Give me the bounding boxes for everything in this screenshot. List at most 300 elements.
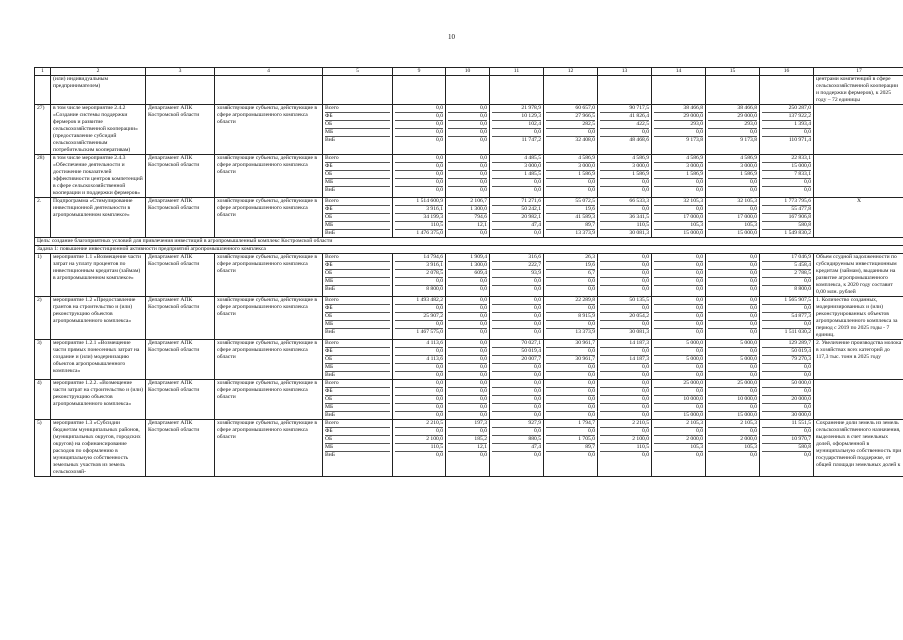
value: 110,5 <box>600 444 649 452</box>
value: 1 300,0 <box>448 262 487 270</box>
value: 25 000,0 <box>654 380 703 388</box>
value: 0,0 <box>804 372 811 378</box>
row-result: центрами компетенций в сфере сельскохозяйственной кооперации и поддержки фермеров), к 2025 году – 72 единицы <box>814 76 903 105</box>
value: 0,0 <box>588 187 595 193</box>
value: 1 511 030,2 <box>784 329 811 335</box>
empty-cell <box>446 76 490 105</box>
value-cell <box>706 420 760 477</box>
kind-label: ОБ <box>325 270 390 278</box>
value-cell <box>544 380 598 420</box>
value: 167 906,8 <box>762 214 811 222</box>
header-cell: 12 <box>544 68 598 76</box>
header-cell: 10 <box>446 68 490 76</box>
value: 0,0 <box>546 129 595 137</box>
value: 0,0 <box>546 278 595 286</box>
value: 9 173,8 <box>740 137 757 143</box>
value: 0,0 <box>546 321 595 329</box>
value: 2 105,3 <box>708 420 757 428</box>
value: 250 287,0 <box>762 105 811 113</box>
value: 6,7 <box>546 270 595 278</box>
kind-label: МБ <box>325 222 390 230</box>
value: 2 210,5 <box>395 420 443 428</box>
value: 1 476 375,0 <box>416 230 443 236</box>
value: 0,0 <box>448 105 487 113</box>
value-cell <box>760 380 814 420</box>
value: 0,0 <box>762 129 811 137</box>
value: 1 586,9 <box>546 171 595 179</box>
value: 0,0 <box>395 278 443 286</box>
row-kinds <box>323 155 393 198</box>
value-cell <box>760 198 814 238</box>
value: 0,0 <box>448 121 487 129</box>
value: 17 000,0 <box>654 214 703 222</box>
value: 0,0 <box>546 396 595 404</box>
row-name: в том числе мероприятие 2.4.2 «Создание системы поддержки фермеров и развитие сельскохозяйственной кооперации» (предоставление субсидий сельскохозяйственным потребительским кооперативам) <box>51 105 146 155</box>
value: 0,0 <box>436 452 443 458</box>
kind-label: МБ <box>325 444 390 452</box>
value: 0,0 <box>395 171 443 179</box>
value: 0,0 <box>534 452 541 458</box>
value: 0,0 <box>448 155 487 163</box>
kind-label: Всего <box>325 198 390 206</box>
empty-cell <box>146 76 215 105</box>
value: 4 586,9 <box>708 155 757 163</box>
value: 0,0 <box>696 187 703 193</box>
value: 129 289,7 <box>762 340 811 348</box>
value: 30 081,3 <box>629 230 649 236</box>
value-cell <box>490 420 544 477</box>
header-cell: 4 <box>215 68 323 76</box>
value-cell <box>760 105 814 155</box>
value: 0,0 <box>448 297 487 305</box>
value: 2 210,5 <box>600 420 649 428</box>
value-cell <box>706 254 760 297</box>
value: 0,0 <box>654 348 703 356</box>
task-row <box>35 246 903 254</box>
value: 0,0 <box>654 179 703 187</box>
row-result: Объем ссудной задолженности по субсидируемым инвестиционным кредитам (займам), выданным на развитие агропромышленного комплекса, к 2020 году составит 0,00 млн. рублей <box>814 254 903 297</box>
kind-label: МБ <box>325 404 390 412</box>
value: 0,0 <box>762 364 811 372</box>
value-cell <box>598 297 652 340</box>
value: 0,0 <box>600 270 649 278</box>
value: 0,0 <box>492 404 541 412</box>
value: 197,3 <box>448 420 487 428</box>
value: 0,0 <box>546 404 595 412</box>
value: 50 019,4 <box>762 348 811 356</box>
value-cell <box>393 155 446 198</box>
row-executor: Департамент АПК Костромской области <box>146 254 215 297</box>
row-name: мероприятие 1.2.1 «Возмещение части прямых понесенных затрат на создание и (или) модернизацию объектов агропромышленного комплекса» <box>51 340 146 380</box>
value: 19,6 <box>546 206 595 214</box>
value: 15 000,0 <box>683 412 703 418</box>
value-cell <box>652 420 706 477</box>
value: 0,0 <box>654 305 703 313</box>
value: 0,0 <box>750 286 757 292</box>
value-cell <box>446 420 490 477</box>
value: 0,0 <box>762 388 811 396</box>
value: 41 826,4 <box>600 113 649 121</box>
kind-label: ОБ <box>325 171 390 179</box>
row-result <box>814 105 903 155</box>
value: 1 549 830,2 <box>784 230 811 236</box>
value: 2 106,7 <box>448 198 487 206</box>
value: 4 485,5 <box>492 155 541 163</box>
value: 316,6 <box>492 254 541 262</box>
value: 0,0 <box>480 286 487 292</box>
value: 11 551,5 <box>762 420 811 428</box>
value: 1 393,4 <box>762 121 811 129</box>
table-row <box>35 420 903 477</box>
value: 0,0 <box>600 348 649 356</box>
value: 0,0 <box>654 321 703 329</box>
value: 20 982,1 <box>492 214 541 222</box>
value: 0,0 <box>448 380 487 388</box>
kind-label: Всего <box>325 155 390 163</box>
value: 105,3 <box>654 222 703 230</box>
value: 0,0 <box>588 372 595 378</box>
value: 5 000,0 <box>654 356 703 364</box>
value: 34 199,3 <box>395 214 443 222</box>
value: 0,0 <box>708 313 757 321</box>
value: 14 187,3 <box>600 340 649 348</box>
table-row <box>35 105 903 155</box>
value: 55 477,8 <box>762 206 811 214</box>
row-kinds <box>323 105 393 155</box>
value: 0,0 <box>750 329 757 335</box>
value: 19,6 <box>546 262 595 270</box>
value: 0,0 <box>642 372 649 378</box>
empty-cell <box>652 76 706 105</box>
row-executor: Департамент АПК Костромской области <box>146 340 215 380</box>
row-result <box>814 380 903 420</box>
value: 0,0 <box>492 396 541 404</box>
value: 5 458,4 <box>762 262 811 270</box>
row-num: 2. <box>35 198 51 238</box>
value: 880,5 <box>492 436 541 444</box>
table-row <box>35 340 903 380</box>
value: 0,0 <box>480 230 487 236</box>
row-participant: хозяйствующие субъекты, действующие в сфере агропромышленного комплекса области <box>215 380 323 420</box>
header-cell: 14 <box>652 68 706 76</box>
value: 0,0 <box>395 396 443 404</box>
value: 0,0 <box>588 412 595 418</box>
value: 50 000,0 <box>762 380 811 388</box>
value: 0,0 <box>480 412 487 418</box>
value: 4 586,9 <box>654 155 703 163</box>
value: 0,0 <box>708 206 757 214</box>
value: 0,0 <box>600 305 649 313</box>
kind-label: ФБ <box>325 262 390 270</box>
value: 0,0 <box>395 129 443 137</box>
kind-label: ОБ <box>325 436 390 444</box>
value: 0,0 <box>708 129 757 137</box>
value: 0,0 <box>492 380 541 388</box>
value: 0,0 <box>654 313 703 321</box>
value: 0,0 <box>654 364 703 372</box>
value: 0,0 <box>436 187 443 193</box>
value: 1 705,0 <box>546 436 595 444</box>
value: 293,0 <box>708 121 757 129</box>
value: 0,0 <box>708 428 757 436</box>
row-result: Сохранение доли земель из земель сельскохозяйственного назначения, выделенных в счет земельных долей, оформленной в муниципальную собственность при государственной поддержке, от общей площади земельных долей к <box>814 420 903 477</box>
kind-label: ВнБ <box>325 137 335 143</box>
empty-cell <box>323 76 393 105</box>
value: 89,7 <box>546 222 595 230</box>
value-cell <box>544 198 598 238</box>
value: 38 466,8 <box>654 105 703 113</box>
row-kinds <box>323 340 393 380</box>
value: 580,8 <box>762 222 811 230</box>
value: 0,0 <box>395 380 443 388</box>
value: 0,0 <box>395 105 443 113</box>
goal-row <box>35 238 903 246</box>
value: 110,5 <box>395 444 443 452</box>
value: 0,0 <box>600 179 649 187</box>
value: 11 747,2 <box>521 137 541 143</box>
value: 0,0 <box>804 187 811 193</box>
header-cell: 17 <box>814 68 903 76</box>
value-cell <box>760 254 814 297</box>
value: 22 833,1 <box>762 155 811 163</box>
value: 0,0 <box>448 356 487 364</box>
value: 26,3 <box>546 254 595 262</box>
value: 13 373,9 <box>575 329 595 335</box>
header-cell: 2 <box>51 68 146 76</box>
kind-label: ОБ <box>325 313 390 321</box>
value-cell <box>490 297 544 340</box>
value-cell <box>760 420 814 477</box>
value: 0,0 <box>708 348 757 356</box>
value: 10 129,3 <box>492 113 541 121</box>
value-cell <box>544 420 598 477</box>
value: 0,0 <box>448 388 487 396</box>
value-cell <box>760 297 814 340</box>
value: 3 916,1 <box>395 262 443 270</box>
value: 0,0 <box>480 329 487 335</box>
row-executor: Департамент АПК Костромской области <box>146 380 215 420</box>
value: 0,0 <box>395 348 443 356</box>
value: 0,0 <box>600 364 649 372</box>
value: 0,0 <box>395 113 443 121</box>
value: 0,0 <box>588 452 595 458</box>
row-num: 4) <box>35 380 51 420</box>
value: 0,0 <box>436 137 443 143</box>
value: 0,0 <box>534 286 541 292</box>
kind-label: ВнБ <box>325 286 335 292</box>
value-cell <box>598 254 652 297</box>
kind-label: Всего <box>325 105 390 113</box>
value: 30 961,7 <box>546 356 595 364</box>
row-name: мероприятие 1.2 «Предоставление грантов на строительство и (или) реконструкцию объектов агропромышленного комплекса» <box>51 297 146 340</box>
value: 0,0 <box>448 321 487 329</box>
value-cell <box>652 254 706 297</box>
value: 0,0 <box>642 452 649 458</box>
value: 0,0 <box>750 372 757 378</box>
value: 0,0 <box>448 179 487 187</box>
value: 0,0 <box>448 313 487 321</box>
value: 0,0 <box>600 262 649 270</box>
value: 422,5 <box>600 121 649 129</box>
value: 0,0 <box>480 137 487 143</box>
kind-label: ФБ <box>325 388 390 396</box>
value: 105,3 <box>654 444 703 452</box>
value: 0,0 <box>448 340 487 348</box>
value: 0,0 <box>534 187 541 193</box>
value: 185,2 <box>448 436 487 444</box>
header-cell: 11 <box>490 68 544 76</box>
value-cell <box>598 340 652 380</box>
value: 0,0 <box>750 187 757 193</box>
value: 47,4 <box>492 444 541 452</box>
value: 0,0 <box>492 388 541 396</box>
value: 0,0 <box>448 171 487 179</box>
kind-label: МБ <box>325 179 390 187</box>
value: 3 000,0 <box>654 163 703 171</box>
value: 0,0 <box>750 452 757 458</box>
value: 0,0 <box>696 372 703 378</box>
value: 0,0 <box>708 262 757 270</box>
value: 36 341,5 <box>600 214 649 222</box>
value: 3 000,0 <box>708 163 757 171</box>
value: 0,0 <box>546 348 595 356</box>
value: 0,0 <box>600 129 649 137</box>
row-participant: хозяйствующие субъекты, действующие в сфере агропромышленного комплекса области <box>215 105 323 155</box>
row-executor: Департамент АПК Костромской области <box>146 105 215 155</box>
row-num: 1) <box>35 254 51 297</box>
kind-label: ФБ <box>325 163 390 171</box>
empty-cell <box>215 76 323 105</box>
row-executor: Департамент АПК Костромской области <box>146 297 215 340</box>
value-cell <box>706 340 760 380</box>
value: 0,0 <box>546 388 595 396</box>
value-cell <box>446 105 490 155</box>
kind-label: ВнБ <box>325 230 335 236</box>
value: 0,0 <box>448 428 487 436</box>
value-cell <box>652 380 706 420</box>
value: 0,0 <box>708 278 757 286</box>
value: 1 565 907,5 <box>762 297 811 305</box>
value: 0,0 <box>448 113 487 121</box>
value: 50 242,1 <box>492 206 541 214</box>
value-cell <box>393 380 446 420</box>
value: 60 657,0 <box>546 105 595 113</box>
row-result: 1. Количество созданных, модернизированных и (или) реконструированных объектов агропромышленного комплекса за период с 2019 по 2025 годы - 7 единиц. <box>814 297 903 340</box>
budget-table <box>34 67 903 477</box>
empty-cell <box>760 76 814 105</box>
value: 110,5 <box>600 222 649 230</box>
header-cell: 16 <box>760 68 814 76</box>
kind-label: ОБ <box>325 121 390 129</box>
row-participant: хозяйствующие субъекты, действующие в сфере агропромышленного комплекса области <box>215 340 323 380</box>
value: 15 000,0 <box>762 163 811 171</box>
value: 0,0 <box>395 155 443 163</box>
value-cell <box>598 105 652 155</box>
value-cell <box>706 105 760 155</box>
value: 20 000,0 <box>762 396 811 404</box>
kind-label: Всего <box>325 420 390 428</box>
value: 0,0 <box>708 305 757 313</box>
value: 0,0 <box>448 163 487 171</box>
value: 0,0 <box>654 262 703 270</box>
value: 0,0 <box>492 364 541 372</box>
value: 0,0 <box>534 412 541 418</box>
value: 794,6 <box>448 214 487 222</box>
value: 0,0 <box>762 305 811 313</box>
row-kinds <box>323 254 393 297</box>
value: 54 877,3 <box>762 313 811 321</box>
value: 30 000,0 <box>791 412 811 418</box>
row-kinds <box>323 420 393 477</box>
empty-cell <box>393 76 446 105</box>
value: 0,0 <box>654 404 703 412</box>
value: 0,0 <box>395 428 443 436</box>
value: 1 493 482,2 <box>395 297 443 305</box>
value: 105,3 <box>708 444 757 452</box>
value: 580,8 <box>762 444 811 452</box>
value: 17 046,9 <box>762 254 811 262</box>
value: 0,0 <box>654 428 703 436</box>
value-cell <box>393 297 446 340</box>
task-line: Задача 1: повышение инвестиционной активности предприятий агропромышленного комплекса <box>35 246 903 254</box>
value: 222,7 <box>492 262 541 270</box>
row-executor: Департамент АПК Костромской области <box>146 198 215 238</box>
value: 110 971,4 <box>788 137 811 143</box>
table-row <box>35 254 903 297</box>
value: 48 468,6 <box>629 137 649 143</box>
row-participant: хозяйствующие субъекты, действующие в сфере агропромышленного комплекса области <box>215 155 323 198</box>
value: 0,0 <box>492 428 541 436</box>
row-kinds <box>323 297 393 340</box>
value: 1 586,9 <box>708 171 757 179</box>
header-row <box>35 68 903 76</box>
value-cell <box>490 198 544 238</box>
row-num: 28) <box>35 155 51 198</box>
value: 89,7 <box>546 444 595 452</box>
value: 102,4 <box>492 121 541 129</box>
value: 1 794,7 <box>546 420 595 428</box>
value: 14 187,3 <box>600 356 649 364</box>
header-cell: 3 <box>146 68 215 76</box>
value-cell <box>490 380 544 420</box>
value: 0,0 <box>600 321 649 329</box>
value: 0,0 <box>708 388 757 396</box>
value-cell <box>598 155 652 198</box>
value-cell <box>544 254 598 297</box>
value: 0,0 <box>708 321 757 329</box>
value: 609,4 <box>448 270 487 278</box>
value: 0,0 <box>395 179 443 187</box>
value: 0,0 <box>588 286 595 292</box>
value: 3 000,0 <box>600 163 649 171</box>
value: 5 000,0 <box>708 340 757 348</box>
value: 12,1 <box>448 222 487 230</box>
value: 0,0 <box>448 278 487 286</box>
kind-label: МБ <box>325 129 390 137</box>
row-participant: хозяйствующие субъекты, действующие в сфере агропромышленного комплекса области <box>215 198 323 238</box>
value: 2 100,0 <box>395 436 443 444</box>
value-cell <box>598 420 652 477</box>
value: 0,0 <box>600 278 649 286</box>
value: 0,0 <box>708 254 757 262</box>
value: 38 466,8 <box>708 105 757 113</box>
value: 0,0 <box>395 321 443 329</box>
value: 8 800,0 <box>426 286 443 292</box>
value: 2 000,0 <box>654 436 703 444</box>
value: 0,0 <box>448 396 487 404</box>
value-cell <box>544 105 598 155</box>
empty-cell <box>490 76 544 105</box>
